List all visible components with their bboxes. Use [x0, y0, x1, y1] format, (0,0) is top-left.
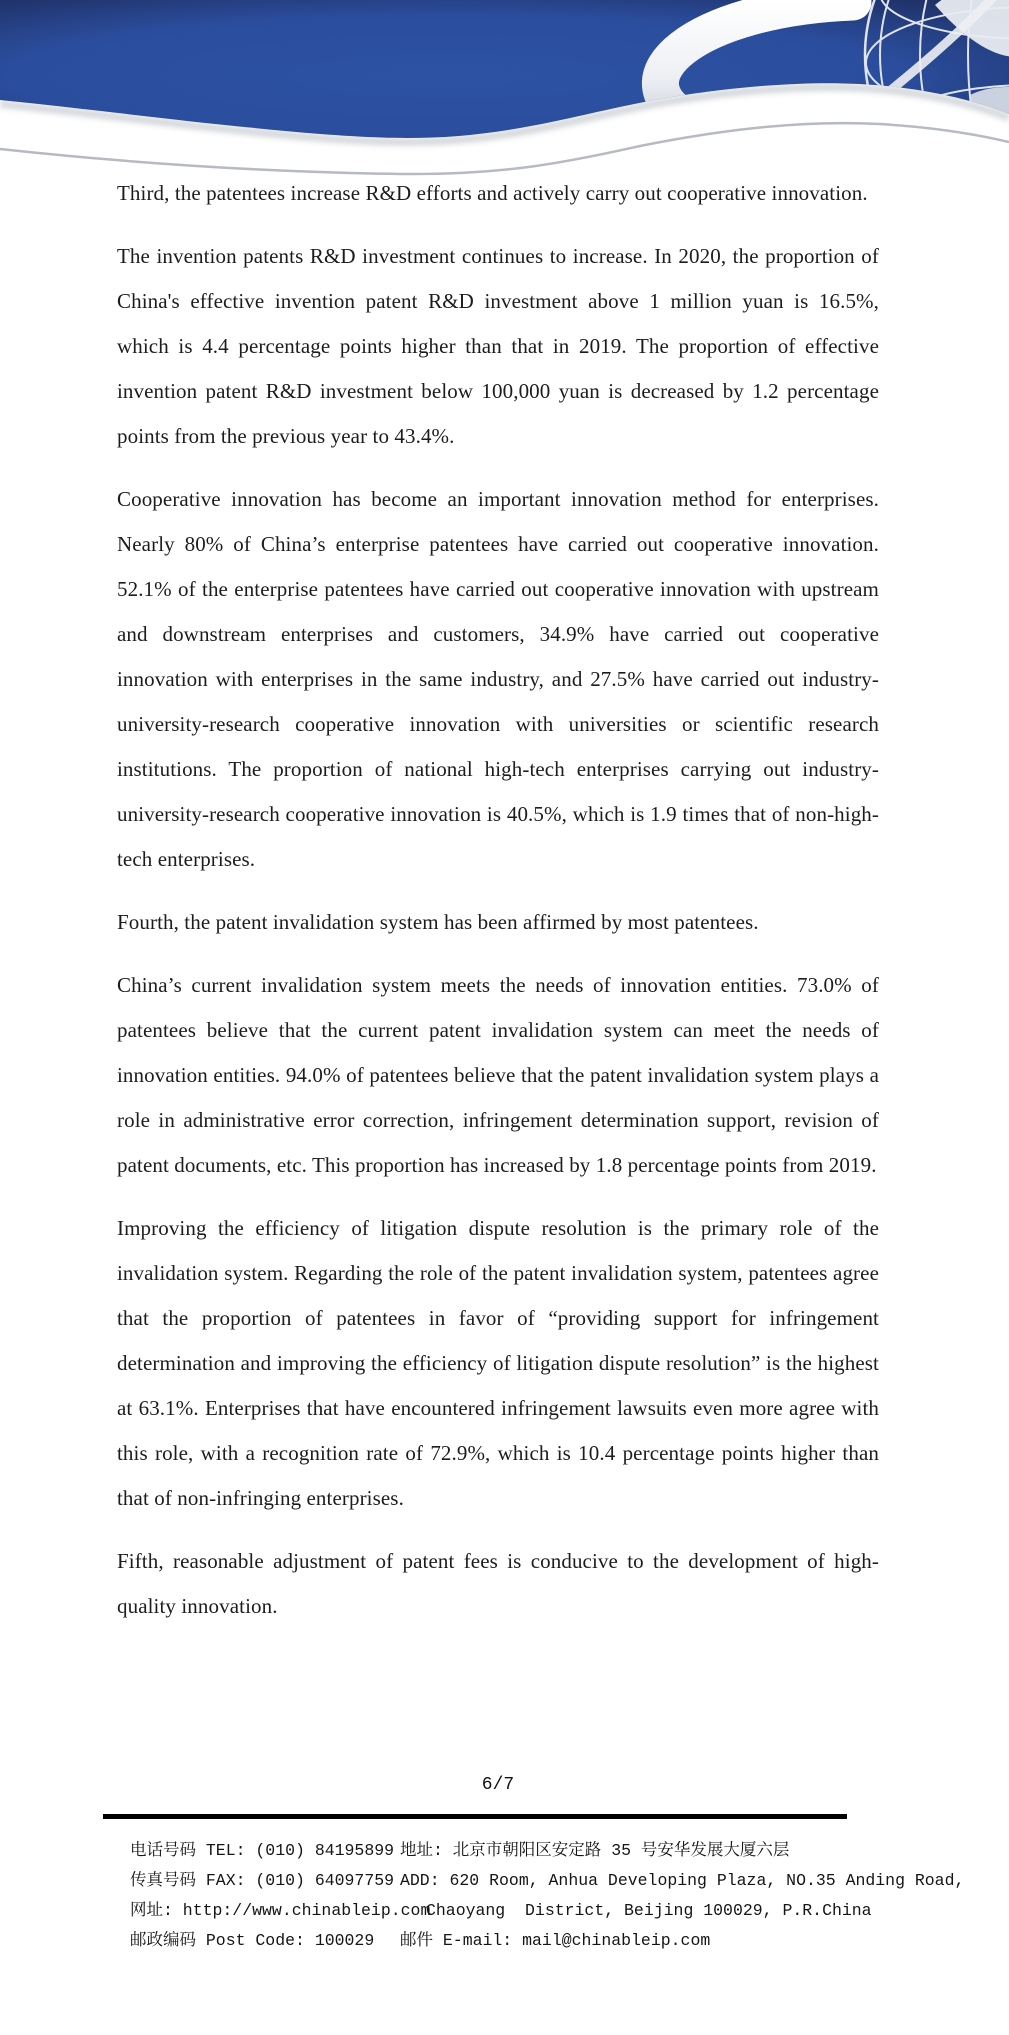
- body-paragraph: Third, the patentees increase R&D efforts and actively carry out cooperative innovation.: [117, 181, 868, 205]
- page-number: 6/7: [481, 1775, 515, 1795]
- body-paragraph: Improving the efficiency of litigation dispute resolution is the primary role of the invalidation system. Regarding the role of the patent invalidation system, patentees agree that the proportion of patentees in favor of “providing support for infringement determination and improving the efficiency of litigation dispute resolution” is the highest at 63.1%. Enterprises that have encountered infringement lawsuits even more agree with this role, with a recognition rate of 72.9%, which is 10.4 percentage points higher than that of non-infringing enterprises.: [117, 1216, 879, 1510]
- footer-address-en-line2: Chaoyang District, Beijing 100029, P.R.China: [426, 1901, 872, 1920]
- header-wave-line: [0, 123, 1009, 174]
- footer-postcode: 邮政编码 Post Code: 100029: [130, 1931, 375, 1950]
- footer-address-en-line1: ADD: 620 Room, Anhua Developing Plaza, NO.35 Anding Road,: [400, 1871, 965, 1890]
- footer-left-column: [130, 1836, 431, 1956]
- footer-fax: 传真号码 FAX: (010) 64097759: [130, 1871, 395, 1890]
- body-paragraph: Fifth, reasonable adjustment of patent fees is conducive to the development of high-quality innovation.: [117, 1549, 879, 1618]
- footer-website: 网址: http://www.chinableip.com: [130, 1901, 431, 1920]
- header-banner: [0, 0, 1009, 190]
- body-paragraph: China’s current invalidation system meets the needs of innovation entities. 73.0% of patentees believe that the current patent invalidation system can meet the needs of innovation entities. 94.0% of patentees believe that the patent invalidation system plays a role in administrative error correction, infringement determination support, revision of patent documents, etc. This proportion has increased by 1.8 percentage points from 2019.: [117, 973, 879, 1177]
- footer-email: 邮件 E-mail: mail@chinableip.com: [400, 1931, 711, 1950]
- body-paragraph: Cooperative innovation has become an important innovation method for enterprises. Nearly 80% of China’s enterprise patentees have carried out cooperative innovation. 52.1% of the enterprise patentees have carried out cooperative innovation with upstream and downstream enterprises and customers, 34.9% have carried out cooperative innovation with enterprises in the same industry, and 27.5% have carried out industry-university-research cooperative innovation with universities or scientific research institutions. The proportion of national high-tech enterprises carrying out industry-university-research cooperative innovation is 40.5%, which is 1.9 times that of non-high-tech enterprises.: [117, 487, 879, 871]
- body-paragraph: The invention patents R&D investment continues to increase. In 2020, the proportion of China's effective invention patent R&D investment above 1 million yuan is 16.5%, which is 4.4 percentage points higher than that in 2019. The proportion of effective invention patent R&D investment below 100,000 yuan is decreased by 1.2 percentage points from the previous year to 43.4%.: [117, 244, 879, 448]
- footer-address-cn: 地址: 北京市朝阳区安定路 35 号安华发展大厦六层: [400, 1841, 790, 1860]
- footer-tel: 电话号码 TEL: (010) 84195899: [130, 1841, 395, 1860]
- body-paragraph: Fourth, the patent invalidation system has been affirmed by most patentees.: [117, 910, 759, 934]
- header-blue-band: [0, 0, 1009, 138]
- document-body: [117, 171, 879, 1647]
- footer-divider: [103, 1814, 847, 1819]
- footer-right-column: [400, 1836, 964, 1956]
- page-footer: [130, 1836, 965, 1956]
